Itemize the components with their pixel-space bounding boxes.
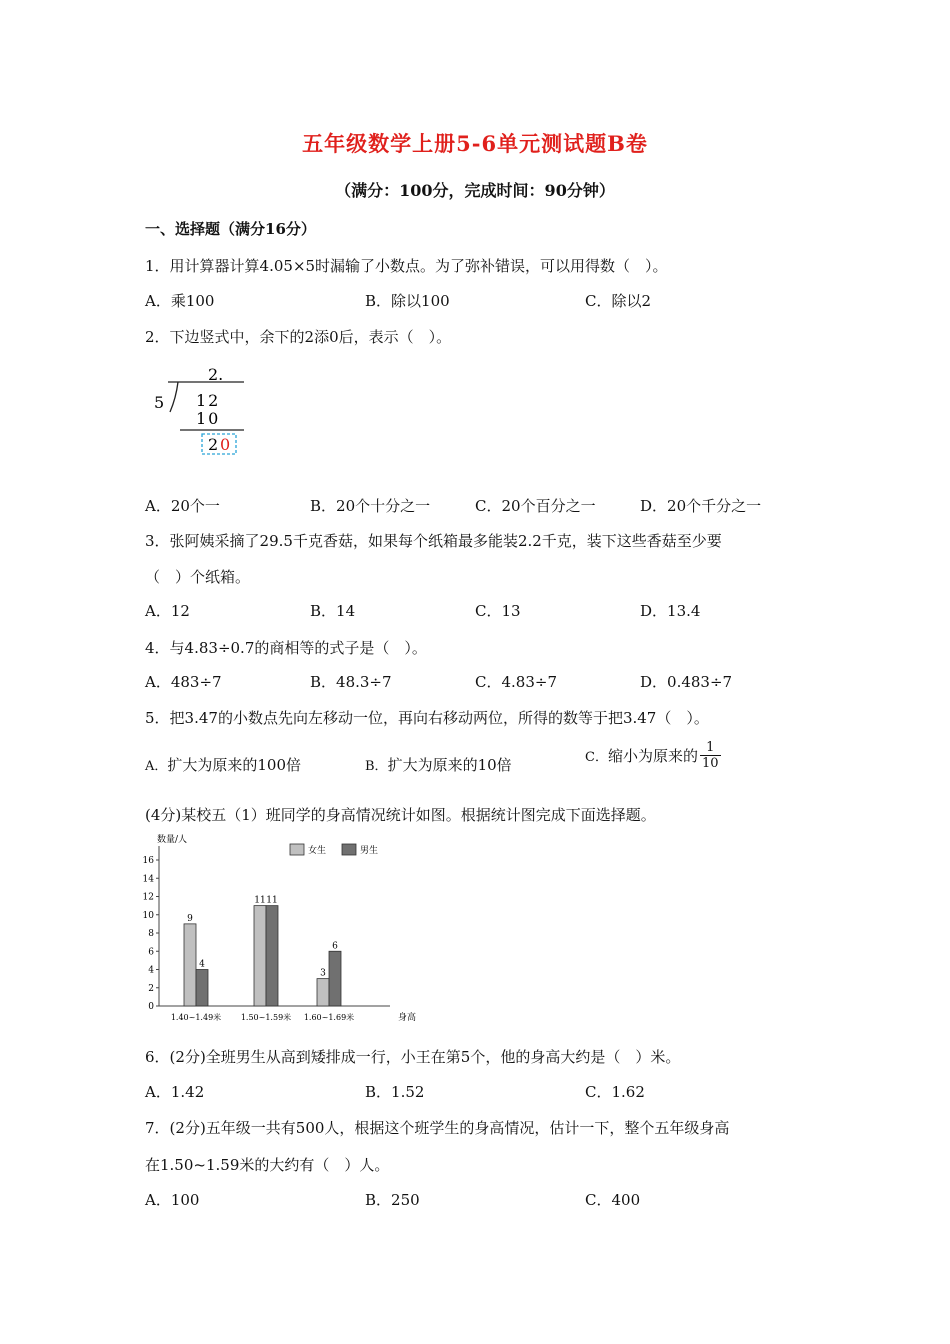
option-a-text: 扩大为原来的100倍 — [167, 756, 302, 774]
chart-x-tick-label: 1.40~1.49米 — [170, 1013, 222, 1022]
chart-bar — [254, 906, 266, 1006]
fraction-numerator: 1 — [700, 740, 721, 756]
question-3-text-line2: （ ）个纸箱。 — [145, 568, 251, 586]
question-5-option-b — [365, 754, 512, 775]
chart-intro-text: (4分)某校五（1）班同学的身高情况统计如图。根据统计图完成下面选择题。 — [145, 806, 656, 824]
chart-x-label: 身高 — [398, 1013, 417, 1023]
chart-x-tick-label: 1.50~1.59米 — [240, 1013, 292, 1022]
chart-bar — [266, 906, 278, 1006]
chart-bar-value-label: 11 — [254, 895, 266, 906]
question-2-option-d: D．20个千分之一 — [640, 497, 762, 515]
chart-y-tick-label: 14 — [142, 874, 154, 885]
question-6-option-b: B．1.52 — [365, 1083, 425, 1101]
chart-legend-swatch — [290, 844, 304, 855]
question-4-option-b: B．48.3÷7 — [310, 673, 392, 691]
question-1-option-c: C．除以2 — [585, 292, 652, 310]
chart-legend-label: 男生 — [360, 846, 379, 856]
question-3-option-b: B．14 — [310, 602, 356, 620]
division-added-zero: 0 — [220, 435, 231, 454]
chart-bar — [196, 970, 208, 1007]
chart-y-tick-label: 4 — [148, 965, 154, 976]
question-1-option-b: B．除以100 — [365, 292, 450, 310]
chart-bar-value-label: 11 — [266, 895, 278, 906]
question-2-option-b: B．20个十分之一 — [310, 497, 431, 515]
chart-y-tick-label: 16 — [142, 856, 154, 866]
section-heading: 一、选择题（满分16分） — [145, 220, 316, 238]
division-dividend: 12 — [196, 391, 221, 410]
chart-bar — [329, 951, 341, 1006]
chart-y-tick-label: 8 — [148, 929, 154, 939]
option-a-letter: A． — [145, 759, 168, 774]
question-5-text: 5．把3.47的小数点先向左移动一位，再向右移动两位，所得的数等于把3.47（ ）。 — [145, 709, 709, 727]
question-1-text: 1．用计算器计算4.05×5时漏输了小数点。为了弥补错误，可以用得数（ ）。 — [145, 257, 668, 275]
chart-bar-value-label: 9 — [187, 913, 193, 924]
fraction-denominator: 10 — [701, 756, 719, 771]
option-c-text: 缩小为原来的 — [607, 747, 698, 765]
question-7-option-b: B．250 — [365, 1191, 420, 1209]
question-2-text: 2．下边竖式中，余下的2添0后，表示（ ）。 — [145, 328, 452, 346]
height-bar-chart — [140, 828, 420, 1028]
fraction-one-tenth — [700, 740, 721, 771]
chart-y-tick-label: 0 — [148, 1002, 154, 1012]
question-2-option-c: C．20个百分之一 — [475, 497, 596, 515]
chart-bar-value-label: 3 — [320, 968, 326, 979]
chart-y-label: 数量/人 — [157, 835, 188, 845]
chart-y-tick-label: 6 — [148, 947, 154, 958]
question-7-option-a: A．100 — [145, 1191, 200, 1209]
chart-legend-swatch — [342, 844, 356, 855]
division-remainder: 2 — [208, 435, 219, 454]
long-division-figure — [140, 358, 260, 458]
question-3-option-d: D．13.4 — [640, 602, 701, 620]
chart-y-tick-label: 12 — [142, 892, 154, 903]
page-title: 五年级数学上册5-6单元测试题B卷 — [302, 131, 648, 156]
question-4-text: 4．与4.83÷0.7的商相等的式子是（ ）。 — [145, 639, 427, 657]
question-7-option-c: C．400 — [585, 1191, 641, 1209]
question-5-option-c — [585, 740, 721, 771]
question-3-text: 3．张阿姨采摘了29.5千克香菇，如果每个纸箱最多能装2.2千克，装下这些香菇至少要 — [145, 532, 722, 550]
chart-y-tick-label: 2 — [148, 983, 154, 994]
chart-bar — [184, 924, 196, 1006]
question-6-option-c: C．1.62 — [585, 1083, 645, 1101]
question-1-option-a: A．乘100 — [145, 292, 215, 310]
option-b-letter: B． — [365, 759, 388, 774]
division-divisor: 5 — [154, 393, 165, 412]
question-5-option-a — [145, 754, 301, 775]
chart-bar — [317, 979, 329, 1006]
chart-x-tick-label: 1.60~1.69米 — [303, 1013, 355, 1022]
division-product: 10 — [196, 409, 221, 428]
question-3-option-a: A．12 — [145, 602, 190, 620]
question-4-option-c: C．4.83÷7 — [475, 673, 557, 691]
chart-bar-value-label: 6 — [332, 941, 338, 952]
chart-y-tick-label: 10 — [142, 910, 154, 921]
question-7-text-line2: 在1.50~1.59米的大约有（ ）人。 — [145, 1156, 390, 1174]
page-subtitle: （满分：100分，完成时间：90分钟） — [335, 181, 615, 200]
chart-legend-label: 女生 — [308, 846, 327, 856]
question-3-option-c: C．13 — [475, 602, 521, 620]
question-4-option-a: A．483÷7 — [145, 673, 222, 691]
option-c-letter: C． — [585, 750, 608, 765]
question-2-option-a: A．20个一 — [145, 497, 220, 515]
question-7-text: 7．(2分)五年级一共有500人，根据这个班学生的身高情况，估计一下，整个五年级身高 — [145, 1119, 730, 1137]
question-6-text: 6．(2分)全班男生从高到矮排成一行，小王在第5个，他的身高大约是（ ）米。 — [145, 1048, 681, 1066]
question-4-option-d: D．0.483÷7 — [640, 673, 733, 691]
chart-bar-value-label: 4 — [199, 959, 205, 970]
question-6-option-a: A．1.42 — [145, 1083, 205, 1101]
division-quotient: 2. — [208, 365, 224, 384]
option-b-text: 扩大为原来的10倍 — [387, 756, 512, 774]
